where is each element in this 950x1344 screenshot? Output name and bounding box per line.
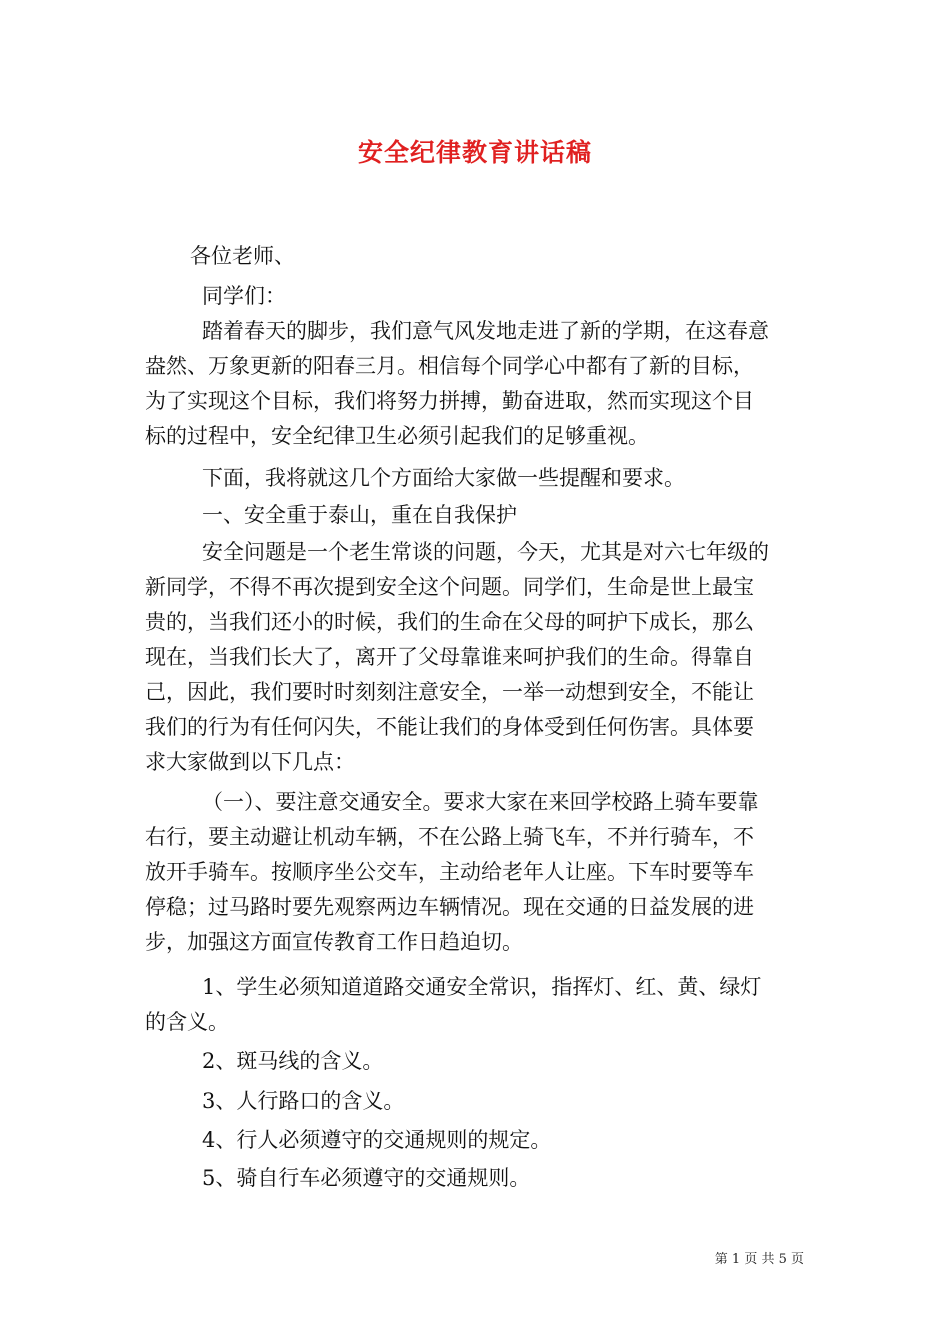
paragraph-line: 下面，我将就这几个方面给大家做一些提醒和要求。 xyxy=(202,466,685,490)
paragraph-line: 为了实现这个目标，我们将努力拼搏，勤奋进取，然而实现这个目 xyxy=(145,389,754,413)
section-heading: 一、安全重于泰山，重在自我保护 xyxy=(202,503,517,527)
paragraph-line: 标的过程中，安全纪律卫生必须引起我们的足够重视。 xyxy=(145,424,649,448)
paragraph-line: 步，加强这方面宣传教育工作日趋迫切。 xyxy=(145,930,523,954)
list-item: 3、人行路口的含义。 xyxy=(202,1089,405,1113)
page-number-footer: 第 1 页 共 5 页 xyxy=(714,1252,804,1267)
paragraph-line: 己，因此，我们要时时刻刻注意安全，一举一动想到安全，不能让 xyxy=(145,680,754,704)
list-item: 2、斑马线的含义。 xyxy=(202,1049,384,1073)
paragraph-line: 安全问题是一个老生常谈的问题，今天，尤其是对六七年级的 xyxy=(202,540,769,564)
paragraph-line: 停稳；过马路时要先观察两边车辆情况。现在交通的日益发展的进 xyxy=(145,895,754,919)
paragraph-line: 贵的，当我们还小的时候，我们的生命在父母的呵护下成长，那么 xyxy=(145,610,754,634)
document-title: 安全纪律教育讲话稿 xyxy=(357,138,592,167)
paragraph-line: 我们的行为有任何闪失，不能让我们的身体受到任何伤害。具体要 xyxy=(145,715,754,739)
paragraph-line: 求大家做到以下几点： xyxy=(145,750,355,774)
paragraph-line: 新同学，不得不再次提到安全这个问题。同学们，生命是世上最宝 xyxy=(145,575,754,599)
list-item: 5、骑自行车必须遵守的交通规则。 xyxy=(202,1166,531,1190)
paragraph-line: 盎然、万象更新的阳春三月。相信每个同学心中都有了新的目标， xyxy=(145,354,754,378)
paragraph-line: 踏着春天的脚步，我们意气风发地走进了新的学期，在这春意 xyxy=(202,319,769,343)
list-item-continuation: 的含义。 xyxy=(145,1010,229,1034)
list-item: 4、行人必须遵守的交通规则的规定。 xyxy=(202,1128,552,1152)
salutation-line-2: 同学们： xyxy=(202,284,286,308)
salutation-line-1: 各位老师、 xyxy=(190,244,295,268)
list-item: 1、学生必须知道道路交通安全常识，指挥灯、红、黄、绿灯 xyxy=(202,975,762,999)
paragraph-line: （一）、要注意交通安全。要求大家在来回学校路上骑车要靠 xyxy=(202,790,759,814)
paragraph-line: 现在，当我们长大了，离开了父母靠谁来呵护我们的生命。得靠自 xyxy=(145,645,754,669)
paragraph-line: 放开手骑车。按顺序坐公交车，主动给老年人让座。下车时要等车 xyxy=(145,860,754,884)
paragraph-line: 右行，要主动避让机动车辆，不在公路上骑飞车，不并行骑车，不 xyxy=(145,825,754,849)
